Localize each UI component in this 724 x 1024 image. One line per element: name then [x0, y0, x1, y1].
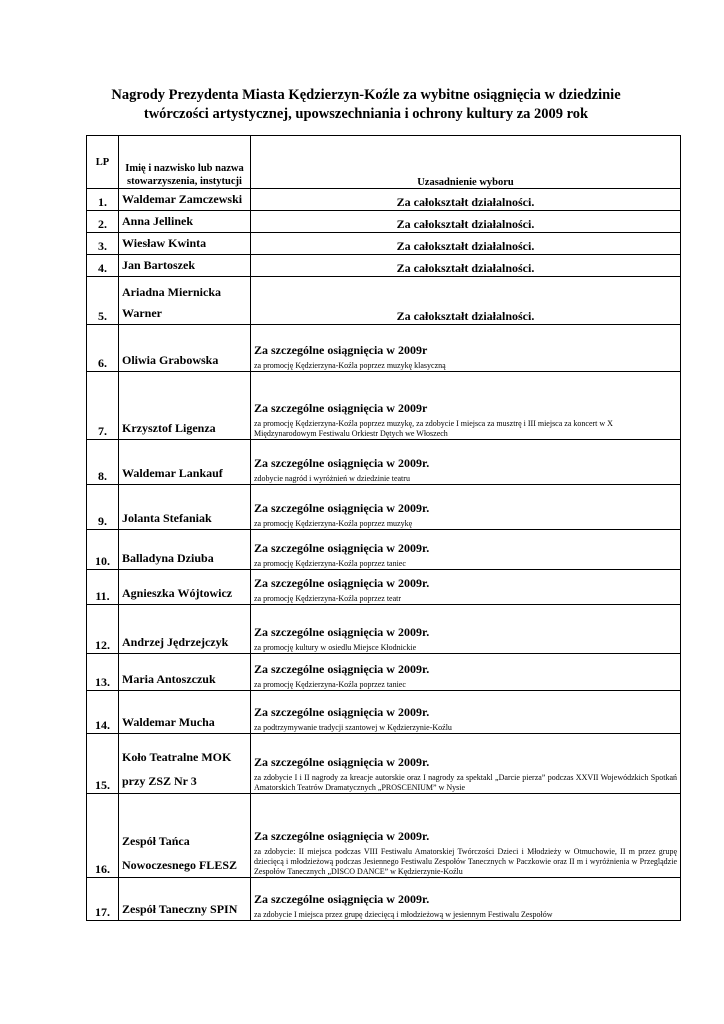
row-number: 2.: [87, 211, 119, 233]
row-reason: Za całokształt działalności.: [251, 211, 681, 233]
row-number: 5.: [87, 277, 119, 325]
row-reason: [251, 654, 681, 691]
reason-desc: za promocję Kędzierzyna-Koźla poprzez muzykę klasyczną: [254, 361, 446, 370]
row-reason: Za całokształt działalności.: [251, 189, 681, 211]
row-name: Oliwia Grabowska: [119, 325, 251, 372]
row-reason: [251, 325, 681, 372]
table-row: [87, 570, 681, 605]
row-number: 3.: [87, 233, 119, 255]
table-row: [87, 530, 681, 570]
row-number: 13.: [87, 654, 119, 691]
row-name: Andrzej Jędrzejczyk: [119, 605, 251, 654]
row-name: Waldemar Zamczewski: [119, 189, 251, 211]
row-name: Wiesław Kwinta: [119, 233, 251, 255]
document-title: Nagrody Prezydenta Miasta Kędzierzyn-Koźle za wybitne osiągnięcia w dziedzinie twórczości artystycznej, upowszechniania i ochrony kultury za 2009 rok: [111, 87, 621, 122]
reason-title: Za szczególne osiągnięcia w 2009r.: [254, 541, 430, 555]
awards-table: [86, 135, 681, 921]
reason-title: Za szczególne osiągnięcia w 2009r.: [254, 501, 430, 515]
reason-desc: za promocję kultury w osiedlu Miejsce Kłodnickie: [254, 643, 417, 652]
row-number: 14.: [87, 691, 119, 734]
row-name: Zespół Taneczny SPIN: [119, 878, 251, 921]
table-row: [87, 233, 681, 255]
row-number: 12.: [87, 605, 119, 654]
table-row: [87, 878, 681, 921]
row-reason: [251, 570, 681, 605]
row-reason: [251, 605, 681, 654]
table-header-row: [87, 136, 681, 189]
row-name: Agnieszka Wójtowicz: [119, 570, 251, 605]
table-row: [87, 605, 681, 654]
row-number: 4.: [87, 255, 119, 277]
table-row: [87, 189, 681, 211]
table-row: [87, 372, 681, 440]
reason-title: Za szczególne osiągnięcia w 2009r.: [254, 456, 430, 470]
reason-desc: za zdobycie I i II nagrody za kreacje autorskie oraz I nagrody za spektakl „Darcie pierza” podczas XXVII Wojewódzkich Spotkań Amatorskich Teatrów Dramatycznych „PROSCENIUM” w Nysie: [254, 773, 677, 792]
reason-title: Za szczególne osiągnięcia w 2009r.: [254, 662, 430, 676]
row-name: Balladyna Dziuba: [119, 530, 251, 570]
row-reason: Za całokształt działalności.: [251, 255, 681, 277]
reason-desc: zdobycie nagród i wyróżnień w dziedzinie teatru: [254, 474, 410, 483]
row-number: 7.: [87, 372, 119, 440]
reason-title: Za szczególne osiągnięcia w 2009r.: [254, 755, 430, 769]
row-name: Krzysztof Ligenza: [119, 372, 251, 440]
reason-title: Za szczególne osiągnięcia w 2009r.: [254, 576, 430, 590]
row-reason: [251, 372, 681, 440]
header-reason: Uzasadnienie wyboru: [251, 136, 681, 189]
reason-title: Za szczególne osiągnięcia w 2009r.: [254, 892, 430, 906]
row-number: 8.: [87, 440, 119, 485]
row-reason: [251, 878, 681, 921]
table-row: [87, 325, 681, 372]
table-row: [87, 794, 681, 878]
row-name: Waldemar Lankauf: [119, 440, 251, 485]
table-row: [87, 255, 681, 277]
table-row: [87, 485, 681, 530]
row-reason: Za całokształt działalności.: [251, 233, 681, 255]
header-lp: LP: [87, 136, 119, 189]
row-number: 1.: [87, 189, 119, 211]
row-name: Jolanta Stefaniak: [119, 485, 251, 530]
reason-desc: za promocję Kędzierzyna-Koźla poprzez muzykę: [254, 519, 413, 528]
reason-title: Za szczególne osiągnięcia w 2009r: [254, 401, 428, 415]
reason-desc: za zdobycie: II miejsca podczas VIII Festiwalu Amatorskiej Twórczości Dzieci i Młodzieży w Otmuchowie, II m przez grupę dziecięcą i młodzieżową podczas Jesiennego Festiwalu Zespołów Tanecznych w Paczkowie oraz II m i wyróżnienia w Przeglądzie Zespołów Tanecznych „DISCO DANCE” w Kędzierzynie-Koźlu: [254, 847, 677, 876]
row-number: 10.: [87, 530, 119, 570]
reason-title: Za szczególne osiągnięcia w 2009r: [254, 343, 428, 357]
row-reason: Za całokształt działalności.: [251, 277, 681, 325]
reason-desc: za promocję Kędzierzyna-Koźla poprzez taniec: [254, 559, 406, 568]
row-reason: [251, 530, 681, 570]
row-number: 11.: [87, 570, 119, 605]
reason-title: Za szczególne osiągnięcia w 2009r.: [254, 829, 430, 843]
header-name: Imię i nazwisko lub nazwa stowarzyszenia, instytucji: [119, 136, 251, 189]
reason-title: Za szczególne osiągnięcia w 2009r.: [254, 705, 430, 719]
row-reason: [251, 734, 681, 794]
reason-desc: za promocję Kędzierzyna-Koźla poprzez teatr: [254, 594, 402, 603]
row-number: 6.: [87, 325, 119, 372]
reason-desc: za promocję Kędzierzyna-Koźla poprzez muzykę, za zdobycie I miejsca za musztrę i III miejsca za koncert w X Międzynarodowym Festiwalu Orkiestr Dętych we Włoszech: [254, 419, 613, 438]
row-number: 15.: [87, 734, 119, 794]
reason-title: Za szczególne osiągnięcia w 2009r.: [254, 625, 430, 639]
row-name: Koło Teatralne MOK przy ZSZ Nr 3: [119, 734, 251, 794]
row-number: 17.: [87, 878, 119, 921]
row-name: Zespół Tańca Nowoczesnego FLESZ: [119, 794, 251, 878]
table-row: [87, 734, 681, 794]
row-reason: [251, 691, 681, 734]
reason-desc: za zdobycie I miejsca przez grupę dziecięcą i młodzieżową w jesiennym Festiwalu Zespołów: [254, 910, 553, 919]
reason-desc: za promocję Kędzierzyna-Koźla poprzez taniec: [254, 680, 406, 689]
row-name: Jan Bartoszek: [119, 255, 251, 277]
table-row: [87, 440, 681, 485]
row-number: 16.: [87, 794, 119, 878]
table-row: [87, 691, 681, 734]
table-row: [87, 277, 681, 325]
row-name: Ariadna Miernicka Warner: [119, 277, 251, 325]
table-row: [87, 211, 681, 233]
row-name: Waldemar Mucha: [119, 691, 251, 734]
row-reason: [251, 440, 681, 485]
row-name: Maria Antoszczuk: [119, 654, 251, 691]
row-reason: [251, 485, 681, 530]
reason-desc: za podtrzymywanie tradycji szantowej w Kędzierzynie-Koźlu: [254, 723, 452, 732]
row-number: 9.: [87, 485, 119, 530]
table-row: [87, 654, 681, 691]
row-reason: [251, 794, 681, 878]
row-name: Anna Jellinek: [119, 211, 251, 233]
